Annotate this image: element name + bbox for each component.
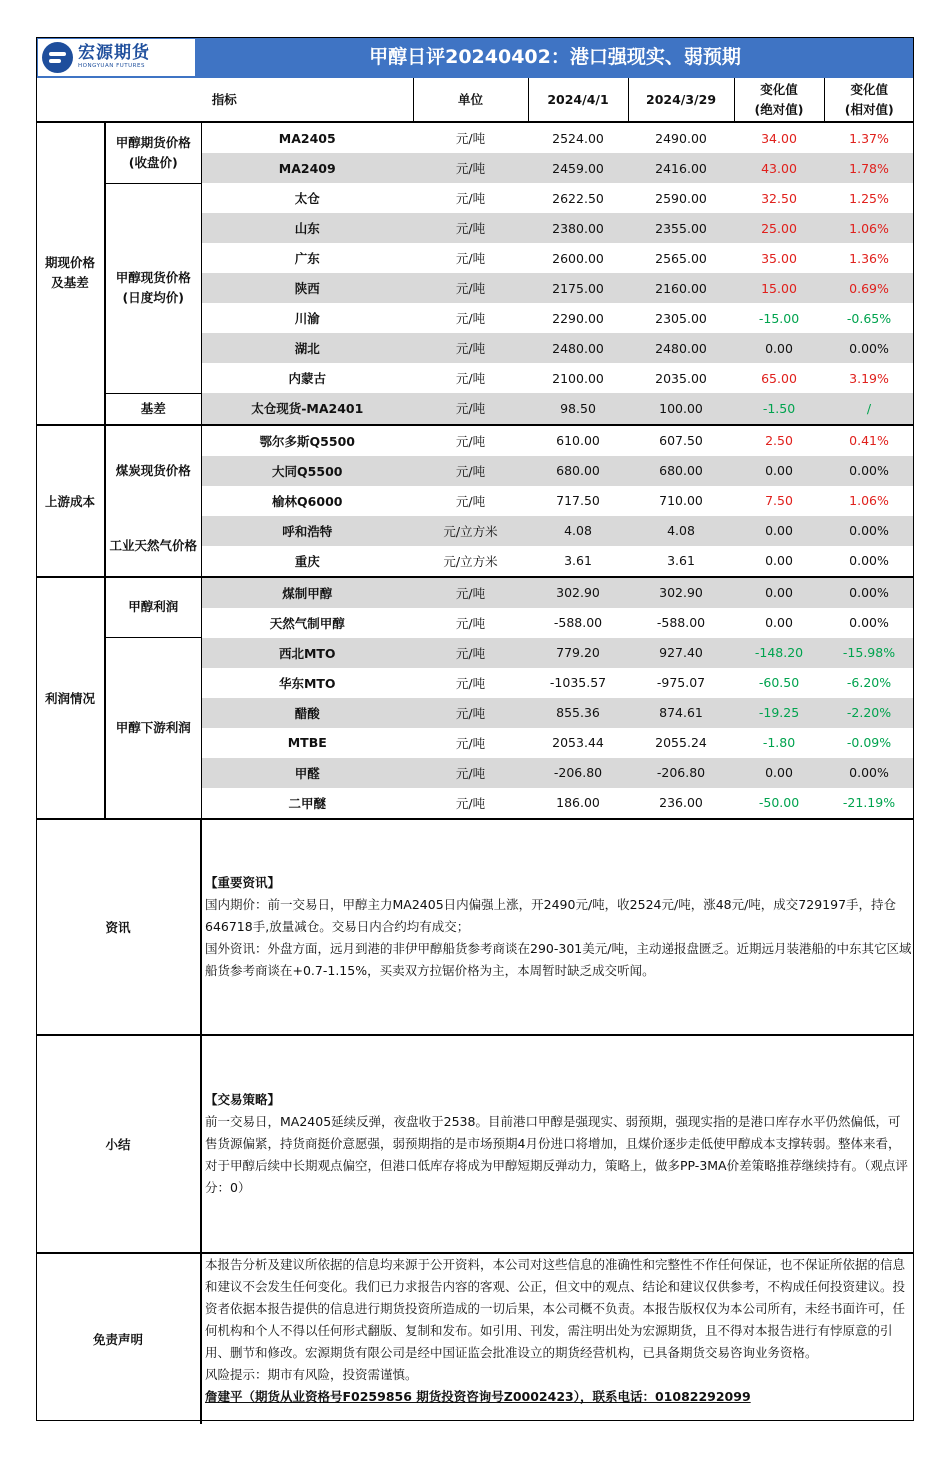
indicator-name: MA2405 — [201, 122, 413, 153]
value-date1: 2175.00 — [528, 273, 628, 303]
change-absolute: -15.00 — [758, 310, 800, 326]
news-label: 资讯 — [36, 819, 201, 1035]
group-label-upstream-cost: 上游成本 — [36, 425, 105, 577]
value-date2: 2480.00 — [628, 333, 734, 363]
change-relative: 1.06% — [824, 213, 914, 243]
value-date1: -588.00 — [553, 615, 603, 630]
change-absolute: -1.80 — [762, 735, 796, 750]
change-absolute: 25.00 — [734, 213, 824, 243]
analyst-contact: 詹建平（期货从业资格号F0259856 期货投资咨询号Z0002423），联系电话：01082292099 — [205, 1388, 751, 1404]
change-relative: 1.78% — [824, 153, 914, 183]
unit-cell: 元/吨 — [455, 735, 486, 751]
value-date2: 2160.00 — [628, 273, 734, 303]
unit-cell: 元/吨 — [455, 795, 486, 811]
change-absolute: -50.00 — [758, 795, 800, 810]
table-row — [36, 577, 914, 608]
value-date1: 610.00 — [528, 425, 628, 456]
table-row — [36, 425, 914, 456]
indicator-name: 内蒙古 — [288, 371, 327, 386]
indicator-name: MA2409 — [201, 153, 413, 183]
subgroup-methanol-profit: 甲醇利润 — [105, 577, 201, 638]
change-relative: 0.00% — [824, 333, 914, 363]
value-date2: 874.61 — [628, 698, 734, 728]
unit-cell: 元/吨 — [413, 638, 528, 668]
change-absolute: -148.20 — [734, 638, 824, 668]
unit-cell: 元/吨 — [455, 251, 486, 266]
subgroup-spot-price: 甲醇现货价格 (日度均价) — [105, 183, 201, 393]
unit-cell: 元/吨 — [455, 191, 486, 206]
change-absolute: 0.00 — [734, 758, 824, 788]
change-relative: 0.00% — [849, 553, 889, 568]
change-absolute: 7.50 — [765, 493, 793, 508]
indicator-name: 天然气制甲醇 — [269, 615, 345, 631]
unit-cell: 元/吨 — [455, 615, 486, 631]
value-date2: 100.00 — [628, 393, 734, 425]
unit-cell: 元/立方米 — [443, 553, 498, 569]
indicator-name: 川渝 — [294, 311, 320, 326]
col-header-date1: 2024/4/1 — [528, 78, 628, 122]
indicator-name: 呼和浩特 — [201, 516, 413, 546]
value-date1: 2480.00 — [528, 333, 628, 363]
change-absolute: 0.00 — [734, 516, 824, 546]
change-relative: 1.36% — [849, 250, 889, 266]
group-label-profit: 利润情况 — [36, 577, 105, 819]
unit-cell: 元/吨 — [413, 213, 528, 243]
value-date2: 2305.00 — [655, 310, 707, 326]
change-absolute: 0.00 — [734, 456, 824, 486]
change-absolute: 2.50 — [734, 425, 824, 456]
unit-cell: 元/吨 — [455, 493, 486, 509]
value-date2: 710.00 — [659, 493, 703, 508]
disclaimer-label: 免责声明 — [36, 1253, 201, 1424]
news-domestic: 国内期价：前一交易日，甲醇主力MA2405日内偏强上涨，开2490元/吨，收2524元/吨，涨48元/吨，成交729197手，持仓646718手,放量减仓。交易日内合约均有成交； — [205, 896, 897, 934]
value-date1: 717.50 — [556, 493, 600, 508]
unit-cell: 元/吨 — [413, 577, 528, 608]
change-relative: 0.00% — [824, 516, 914, 546]
change-relative: 1.06% — [849, 493, 889, 508]
unit-cell: 元/吨 — [413, 273, 528, 303]
subgroup-basis: 基差 — [105, 393, 201, 425]
hongyuan-logo-icon — [42, 42, 73, 73]
news-heading: 【重要资讯】 — [205, 874, 281, 890]
change-absolute: -1.50 — [734, 393, 824, 425]
change-relative: 1.25% — [849, 190, 889, 206]
news-overseas: 国外资讯：外盘方面，远月到港的非伊甲醇船货参考商谈在290-301美元/吨，主动递报盘匮乏。近期远月装港船的中东其它区域船货参考商谈在+0.7-1.15%，买卖双方拉锯价格为主，本周暂时缺乏成交听闻。 — [205, 940, 912, 978]
indicator-name: 山东 — [201, 213, 413, 243]
summary-label: 小结 — [36, 1035, 201, 1253]
value-date1: 3.61 — [564, 553, 592, 568]
value-date1: 680.00 — [528, 456, 628, 486]
risk-warning: 风险提示：期市有风险，投资需谨慎。 — [205, 1366, 418, 1382]
change-relative: -0.65% — [846, 310, 892, 326]
value-date1: 4.08 — [528, 516, 628, 546]
table-header-row — [36, 78, 914, 122]
value-date1: -206.80 — [528, 758, 628, 788]
indicator-name: 太仓现货-MA2401 — [201, 393, 413, 425]
change-relative: 0.69% — [824, 273, 914, 303]
subgroup-futures-price: 甲醇期货价格 (收盘价) — [105, 122, 201, 183]
unit-cell: 元/吨 — [413, 333, 528, 363]
value-date1: 779.20 — [528, 638, 628, 668]
table-row — [36, 393, 914, 425]
change-relative: -6.20% — [846, 675, 892, 690]
unit-cell: 元/吨 — [413, 456, 528, 486]
report-sheet — [36, 37, 914, 1424]
change-absolute: 32.50 — [761, 190, 797, 206]
value-date1: 2290.00 — [552, 310, 604, 326]
subgroup-coal-price: 煤炭现货价格 — [105, 425, 201, 516]
change-absolute: -19.25 — [734, 698, 824, 728]
col-header-indicator: 指标 — [36, 78, 413, 122]
col-header-abs-change: 变化值 (绝对值) — [734, 78, 824, 122]
change-relative: 0.00% — [824, 456, 914, 486]
value-date1: 2622.50 — [552, 190, 604, 206]
value-date2: 2490.00 — [628, 122, 734, 153]
value-date2: 236.00 — [659, 795, 703, 810]
value-date2: 3.61 — [667, 553, 695, 568]
col-header-date2: 2024/3/29 — [628, 78, 734, 122]
value-date2: 680.00 — [628, 456, 734, 486]
indicator-name: 太仓 — [294, 191, 320, 206]
value-date1: 2459.00 — [528, 153, 628, 183]
value-date1: 2524.00 — [528, 122, 628, 153]
indicator-name: 大同Q5500 — [201, 456, 413, 486]
company-logo — [38, 39, 195, 76]
unit-cell: 元/吨 — [413, 698, 528, 728]
indicator-name: 西北MTO — [201, 638, 413, 668]
indicator-name: 醋酸 — [201, 698, 413, 728]
change-relative: 3.19% — [849, 370, 889, 386]
logo-name-en: HONGYUAN FUTURES — [78, 63, 145, 70]
change-absolute: 65.00 — [761, 370, 797, 386]
news-content — [201, 819, 914, 1035]
change-absolute: 0.00 — [734, 577, 824, 608]
indicator-name: 湖北 — [201, 333, 413, 363]
col-header-rel-change: 变化值 (相对值) — [824, 78, 914, 122]
indicator-name: 广东 — [294, 251, 320, 266]
disclaimer-content — [201, 1253, 914, 1424]
subgroup-downstream-profit: 甲醇下游利润 — [105, 638, 201, 819]
unit-cell: 元/吨 — [413, 393, 528, 425]
value-date1: 186.00 — [556, 795, 600, 810]
disclaimer-text: 本报告分析及建议所依据的信息均来源于公开资料，本公司对这些信息的准确性和完整性不作任何保证，也不保证所依据的信息和建议不会发生任何变化。我们已力求报告内容的客观、公正，但文中的观点、结论和建议仅供参考，不构成任何投资建议。投资者依据本报告提供的信息进行期货投资所造成的一切后果，本公司概不负责。本报告版权仅为本公司所有，未经书面许可，任何机构和个人不得以任何形式翻版、复制和发布。如引用、刊发，需注明出处为宏源期货，且不得对本报告进行有悖原意的引用、删节和修改。宏源期货有限公司是经中国证监会批准设立的期货经营机构，已具备期货交易咨询业务资格。 — [205, 1256, 906, 1360]
unit-cell: 元/吨 — [413, 425, 528, 456]
unit-cell: 元/吨 — [413, 122, 528, 153]
summary-content — [201, 1035, 914, 1253]
change-absolute: -60.50 — [758, 675, 800, 690]
value-date1: 855.36 — [528, 698, 628, 728]
change-relative: -21.19% — [842, 795, 896, 810]
value-date2: 2565.00 — [655, 250, 707, 266]
change-absolute: 35.00 — [761, 250, 797, 266]
change-relative: 1.37% — [824, 122, 914, 153]
indicator-table — [36, 78, 914, 1424]
change-relative: 0.41% — [824, 425, 914, 456]
value-date2: 927.40 — [628, 638, 734, 668]
change-absolute: 34.00 — [734, 122, 824, 153]
change-relative: -2.20% — [824, 698, 914, 728]
indicator-name: 鄂尔多斯Q5500 — [201, 425, 413, 456]
value-date2: 2355.00 — [628, 213, 734, 243]
table-row — [36, 183, 914, 213]
value-date2: 302.90 — [628, 577, 734, 608]
value-date2: -206.80 — [628, 758, 734, 788]
change-relative: 0.00% — [824, 758, 914, 788]
indicator-name: 榆林Q6000 — [272, 493, 343, 509]
change-absolute: 0.00 — [765, 553, 793, 568]
unit-cell: 元/立方米 — [413, 516, 528, 546]
change-relative: / — [824, 393, 914, 425]
value-date2: 4.08 — [628, 516, 734, 546]
value-date2: 607.50 — [628, 425, 734, 456]
change-absolute: 15.00 — [734, 273, 824, 303]
indicator-name: 陕西 — [201, 273, 413, 303]
value-date2: 2055.24 — [655, 735, 707, 750]
table-row — [36, 516, 914, 546]
change-relative: 0.00% — [824, 577, 914, 608]
unit-cell: 元/吨 — [413, 758, 528, 788]
summary-text: 前一交易日，MA2405延续反弹，夜盘收于2538。目前港口甲醇是强现实、弱预期，强现实指的是港口库存水平仍然偏低，可售货源偏紧，持货商挺价意愿强，弱预期指的是市场预期4月份进口将增加，且煤价逐步走低使甲醇成本支撑转弱。整体来看，对于甲醇后续中长期观点偏空，但港口低库存将成为甲醇短期反弹动力，策略上，做多PP-3MA价差策略推荐继续持有。（观点评分：0） — [205, 1113, 908, 1195]
unit-cell: 元/吨 — [455, 371, 486, 386]
value-date2: 2035.00 — [655, 370, 707, 386]
table-row — [36, 638, 914, 668]
indicator-name: 二甲醚 — [288, 795, 327, 811]
value-date2: -975.07 — [656, 675, 706, 690]
value-date2: -588.00 — [656, 615, 706, 630]
table-row — [36, 122, 914, 153]
logo-name-cn: 宏源期货 — [78, 43, 150, 64]
title-banner — [36, 37, 914, 78]
value-date1: 2053.44 — [552, 735, 604, 750]
unit-cell: 元/吨 — [455, 311, 486, 326]
value-date2: 2416.00 — [628, 153, 734, 183]
indicator-name: MTBE — [287, 735, 327, 750]
value-date1: -1035.57 — [549, 675, 607, 690]
change-relative: -0.09% — [846, 735, 892, 750]
value-date1: 98.50 — [528, 393, 628, 425]
unit-cell: 元/吨 — [455, 675, 486, 691]
change-absolute: 0.00 — [734, 333, 824, 363]
summary-heading: 【交易策略】 — [205, 1091, 281, 1107]
indicator-name: 甲醛 — [201, 758, 413, 788]
change-absolute: 43.00 — [734, 153, 824, 183]
subgroup-gas-price: 工业天然气价格 — [105, 516, 201, 577]
unit-cell: 元/吨 — [413, 153, 528, 183]
col-header-unit: 单位 — [413, 78, 528, 122]
change-relative: -15.98% — [824, 638, 914, 668]
value-date1: 2600.00 — [552, 250, 604, 266]
change-absolute: 0.00 — [765, 615, 793, 630]
value-date1: 2100.00 — [552, 370, 604, 386]
value-date2: 2590.00 — [655, 190, 707, 206]
indicator-name: 华东MTO — [278, 675, 336, 691]
report-title: 甲醇日评20240402：港口强现实、弱预期 — [369, 46, 741, 68]
value-date1: 2380.00 — [528, 213, 628, 243]
value-date1: 302.90 — [528, 577, 628, 608]
indicator-name: 煤制甲醇 — [201, 577, 413, 608]
indicator-name: 重庆 — [294, 553, 320, 569]
group-label-price-basis: 期现价格及基差 — [36, 122, 105, 425]
change-relative: 0.00% — [849, 615, 889, 630]
